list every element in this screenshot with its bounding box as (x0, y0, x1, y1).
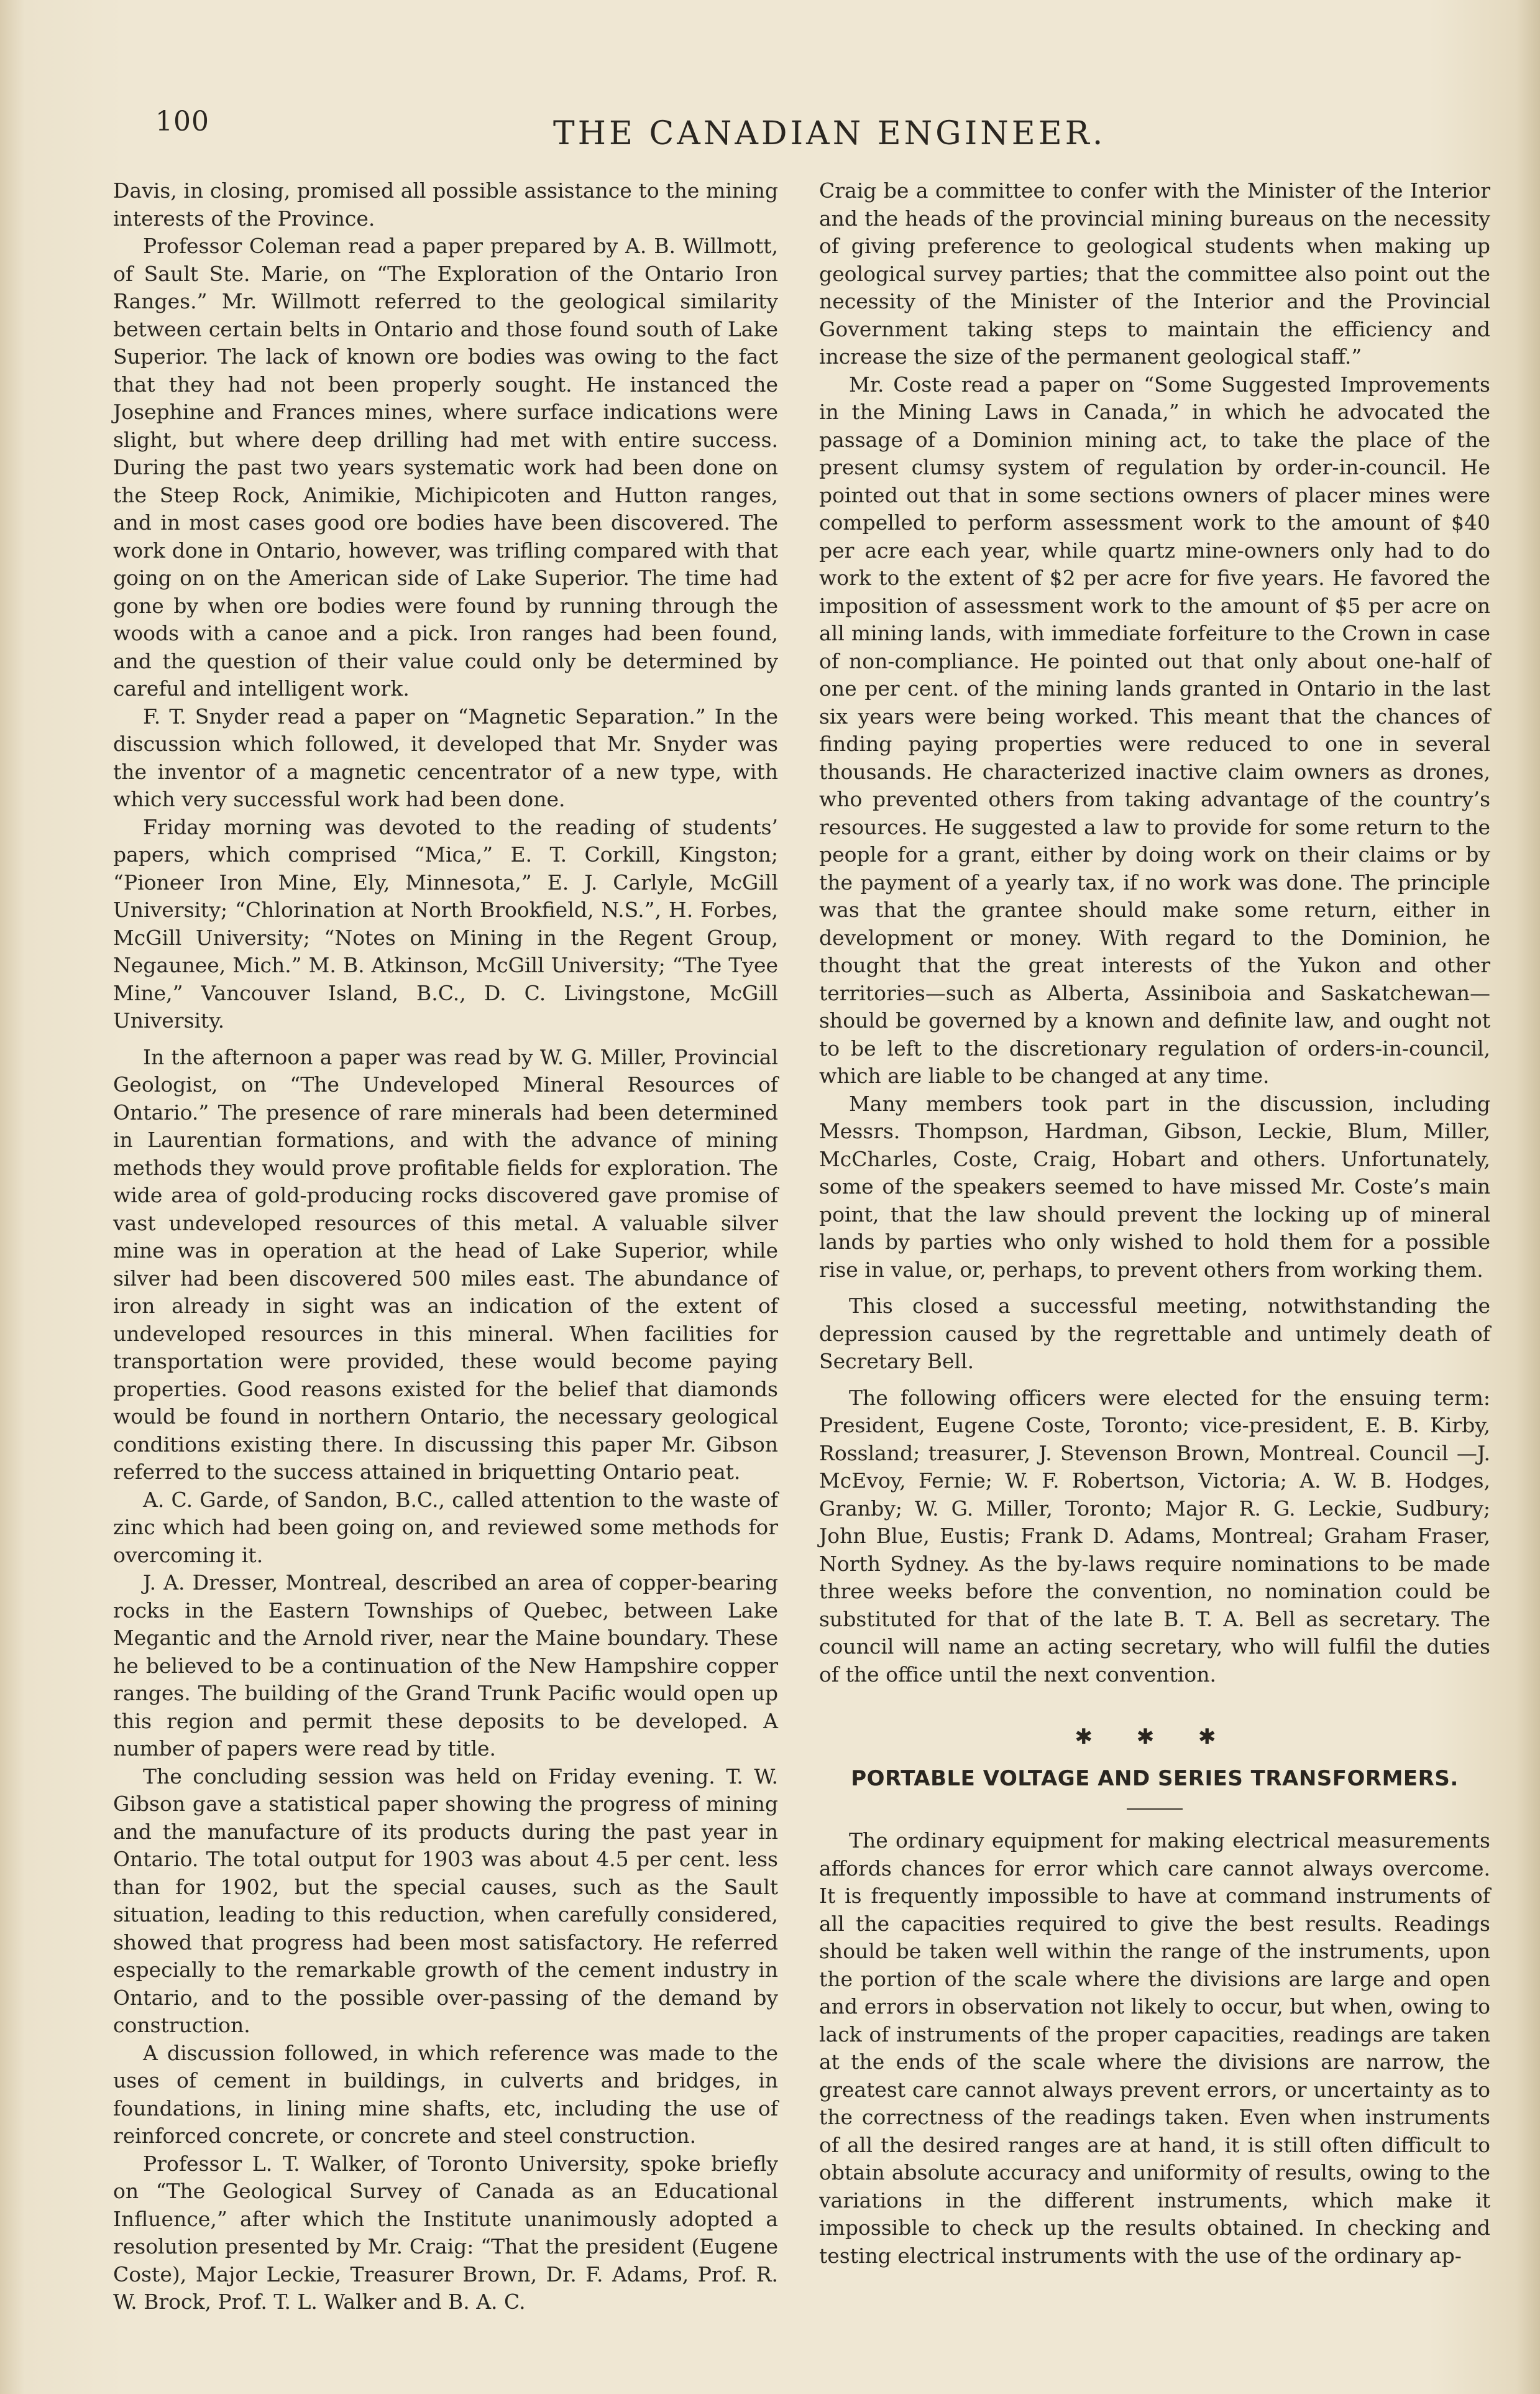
paragraph: The following officers were elected for the ensuing term: President, Eugene Coste, Toronto; vice-president, E. B. Kirby, Rossland; treasurer, J. Stevenson Brown, Montreal. Council —J. McEvoy, Fernie; W. F. Robertson, Victoria; A. W. B. Hodges, Granby; W. G. Miller, Toronto; Major R. G. Leckie, Sudbury; John Blue, Eustis; Frank D. Adams, Montreal; Graham Fraser, North Sydney. As the by-laws require nominations to be made three weeks before the convention, no nomination could be substituted for that of the late B. T. A. Bell as secretary. The council will name an acting secretary, who will fulfil the duties of the office until the next convention. (819, 1385, 1490, 1687)
article-paragraph: The ordinary equipment for making electrical measurements affords chances for error which care cannot always overcome. It is frequently impossible to have at command instruments of all the capacities required to give the best results. Readings should be taken well within the range of the instruments, upon the portion of the scale where the divisions are large and open and errors in observation not likely to occur, but when, owing to lack of instruments of the proper capacities, readings are taken at the ends of the scale where the divisions are narrow, the greatest care cannot always prevent errors, or uncertainty as to the correctness of the readings taken. Even when instruments of all the desired ranges are at hand, it is still often difficult to obtain absolute accuracy and uniformity of results, owing to the variations in the different instruments, which make it impossible to check up the results obtained. In checking and testing electrical instruments with the use of the ordinary ap- (819, 1828, 1490, 2268)
paragraph: Professor Coleman read a paper prepared by A. B. Willmott, of Sault Ste. Marie, on “The Exploration of the Ontario Iron Ranges.” Mr. Willmott referred to the geological similarity between certain belts in Ontario and those found south of Lake Superior. The lack of known ore bodies was owing to the fact that they had not been properly sought. He instanced the Josephine and Frances mines, where surface indications were slight, but where deep drilling had met with entire success. During the past two years systematic work had been done on the Steep Rock, Animikie, Michipicoten and Hutton ranges, and in most cases good ore bodies have been discovered. The work done in Ontario, however, was trifling compared with that going on on the American side of Lake Superior. The time had gone by when ore bodies were found by running through the woods with a canoe and a pick. Iron ranges had been found, and the question of their value could only be determined by careful and intelligent work. (113, 234, 778, 701)
paragraph: This closed a successful meeting, notwithstanding the depression caused by the regrettable and untimely death of Secretary Bell. (819, 1294, 1490, 1373)
paragraph: Davis, in closing, promised all possible assistance to the mining interests of the Province. (113, 178, 778, 231)
paragraph: Mr. Coste read a paper on “Some Suggested Improvements in the Mining Laws in Canada,” in which he advocated the passage of a Dominion mining act, to take the place of the present clumsy system of regulation by order-in-council. He pointed out that in some sections owners of placer mines were compelled to perform assessment work to the amount of $40 per acre each year, while quartz mine-owners only had to do work to the extent of $2 per acre for five years. He favored the imposition of assessment work to the amount of $5 per acre on all mining lands, with immediate forfeiture to the Crown in case of non-compliance. He pointed out that only about one-half of one per cent. of the mining lands granted in Ontario in the last six years were being worked. This meant that the chances of finding paying properties were reduced to one in several thousands. He characterized inactive claim owners as drones, who prevented others from taking advantage of the country’s resources. He suggested a law to provide for some return to the people for a grant, either by doing work on their claims or by the payment of a yearly tax, if no work was done. The principle was that the grantee should make some return, either in development or money. With regard to the Dominion, he thought that the great interests of the Yukon and other territories—such as Alberta, Assiniboia and Saskatchewan—should be governed by a known and definite law, and ought not to be left to the discretionary regulation of orders-in-council, which are liable to be changed at any time. (819, 372, 1490, 1088)
paragraph: A. C. Garde, of Sandon, B.C., called attention to the waste of zinc which had been going on, and reviewed some methods for overcoming it. (113, 1487, 778, 1567)
paragraph: J. A. Dresser, Montreal, described an area of copper-bearing rocks in the Eastern Townships of Quebec, between Lake Megantic and the Arnold river, near the Maine boundary. These he believed to be a continuation of the New Hampshire copper ranges. The building of the Grand Trunk Pacific would open up this region and permit these deposits to be developed. A number of papers were read by title. (113, 1570, 778, 1761)
paragraph: Professor L. T. Walker, of Toronto University, spoke briefly on “The Geological Survey of Canada as an Educational Influence,” after which the Institute unanimously adopted a resolution presented by Mr. Craig: “That the president (Eugene Coste), Major Leckie, Treasurer Brown, Dr. F. Adams, Prof. R. W. Brock, Prof. T. L. Walker and B. A. C. (113, 2151, 778, 2314)
page-number: 100 (155, 106, 209, 137)
paragraph: Many members took part in the discussion, including Messrs. Thompson, Hardman, Gibson, Leckie, Blum, Miller, McCharles, Coste, Craig, Hobart and others. Unfortunately, some of the speakers seemed to have missed Mr. Coste’s main point, that the law should prevent the locking up of mineral lands by parties who only wished to hold them for a possible rise in value, or, perhaps, to prevent others from working them. (819, 1091, 1490, 1282)
paragraph: Friday morning was devoted to the reading of students’ papers, which comprised “Mica,” E. T. Corkill, Kingston; “Pioneer Iron Mine, Ely, Minnesota,” E. J. Carlyle, McGill University; “Chlorination at North Brookfield, N.S.”, H. Forbes, McGill University; “Notes on Mining in the Regent Group, Negaunee, Mich.” M. B. Atkinson, McGill University; “The Tyee Mine,” Vancouver Island, B.C., D. C. Livingstone, McGill University. (113, 814, 778, 1033)
heading-rule (1127, 1808, 1183, 1810)
left-column (113, 177, 778, 2316)
right-column (819, 177, 1490, 2270)
paragraph: A discussion followed, in which reference was made to the uses of cement in buildings, in culverts and bridges, in foundations, in lining mine shafts, etc, including the use of reinforced concrete, or concrete and steel construction. (113, 2040, 778, 2148)
paragraph: F. T. Snyder read a paper on “Magnetic Separation.” In the discussion which followed, it developed that Mr. Snyder was the inventor of a magnetic cencentrator of a new type, with which very successful work had been done. (113, 704, 778, 811)
journal-title: THE CANADIAN ENGINEER. (553, 115, 1106, 152)
section-ornament: ✱ ✱ ✱ (1075, 1724, 1235, 1749)
paragraph: In the afternoon a paper was read by W. G. Miller, Provincial Geologist, on “The Undeveloped Mineral Resources of Ontario.” The presence of rare minerals had been determined in Laurentian formations, and with the advance of mining methods they would prove profitable fields for exploration. The wide area of gold-producing rocks discovered gave promise of vast undeveloped resources of this metal. A valuable silver mine was in operation at the head of Lake Superior, while silver had been discovered 500 miles east. The abundance of iron already in sight was an indication of the extent of undeveloped resources in this mineral. When facilities for transportation were provided, these would become paying properties. Good reasons existed for the belief that diamonds would be found in northern Ontario, the necessary geological conditions existing there. In discussing this paper Mr. Gibson referred to the success attained in briquetting Ontario peat. (113, 1044, 778, 1484)
paragraph: The concluding session was held on Friday evening. T. W. Gibson gave a statistical paper showing the progress of mining and the manufacture of its products during the past year in Ontario. The total output for 1903 was about 4.5 per cent. less than for 1902, but the special causes, such as the Sault situation, leading to this reduction, when carefully considered, showed that progress had been most satisfactory. He referred especially to the remarkable growth of the cement industry in Ontario, and to the possible over-passing of the demand by construction. (113, 1764, 778, 2037)
paragraph: Craig be a committee to confer with the Minister of the Interior and the heads of the provincial mining bureaus on the necessity of giving preference to geological students when making up geological survey parties; that the committee also point out the necessity of the Minister of the Interior and the Provincial Government taking steps to maintain the efficiency and increase the size of the permanent geological staff.” (819, 178, 1490, 369)
article-heading: PORTABLE VOLTAGE AND SERIES TRANSFORMERS. (851, 1766, 1459, 1791)
